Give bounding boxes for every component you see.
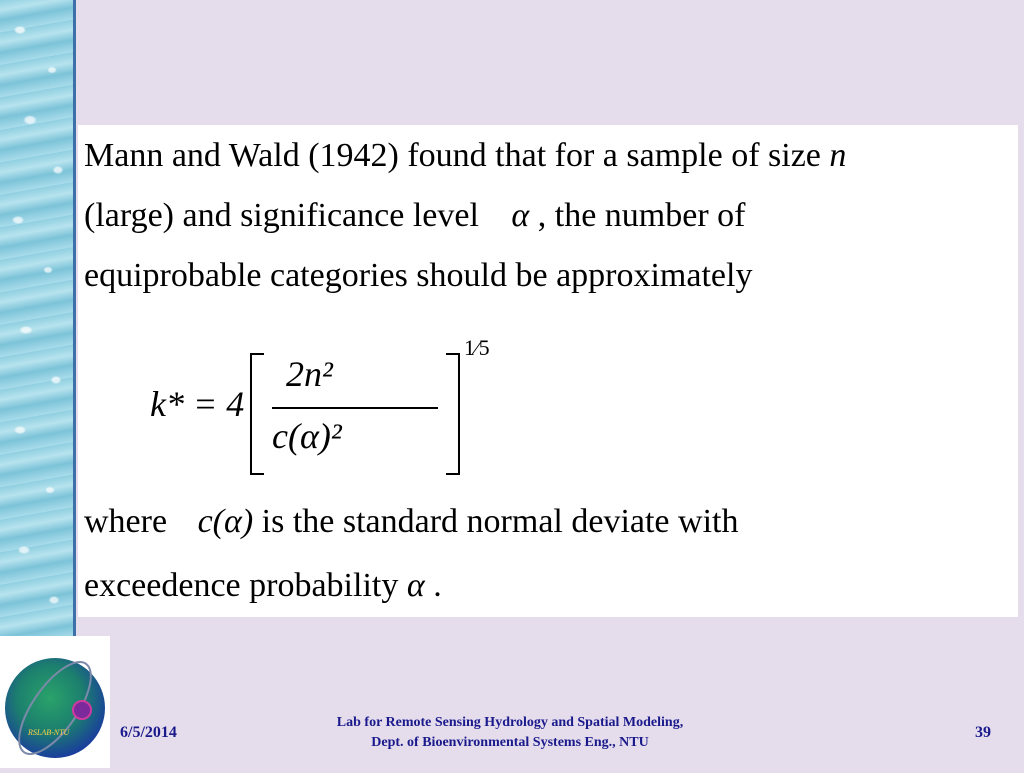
logo-text: RSLAB-NTU [28,728,70,737]
slide-content-image [78,125,1018,617]
fraction-line [272,407,438,409]
line-3-text: equiprobable categories should be approximately [84,257,753,294]
var-n: n [829,137,847,174]
formula [150,335,490,475]
where-term: c(α) [197,503,254,540]
line-2-tail: , the number of [537,197,746,234]
formula-exponent: 1⁄5 [464,335,490,360]
footer-lab-line1: Lab for Remote Sensing Hydrology and Spatial Modeling, [336,715,684,730]
line-2-text: (large) and significance level [84,197,479,234]
where-line [84,503,738,541]
paragraph-line-2 [84,197,745,235]
logo-globe-icon [0,636,110,768]
last-line-term: α [406,567,425,604]
left-bracket [250,353,264,475]
footer-date: 6/5/2014 [120,724,177,741]
footer-lab-line2: Dept. of Bioenvironmental Systems Eng., NTU [371,735,649,750]
paragraph-line-1 [84,137,846,175]
last-line [84,567,442,605]
line-1-text: Mann and Wald (1942) found that for a sample of size [84,137,821,174]
right-bracket [446,353,460,475]
decorative-water-strip [0,0,76,636]
paragraph-line-3 [84,257,752,295]
footer-lab-name [290,713,730,753]
last-line-end: . [433,567,442,604]
formula-lhs: k* = 4 [150,384,245,424]
last-line-text: exceedence probability [84,567,399,604]
page-number: 39 [975,724,991,741]
formula-numerator: 2n² [286,354,333,394]
where-suffix: is the standard normal deviate with [261,503,739,540]
lab-logo [0,636,110,768]
formula-denominator: c(α)² [272,416,342,456]
where-prefix: where [84,503,168,540]
var-alpha: α [511,197,530,234]
